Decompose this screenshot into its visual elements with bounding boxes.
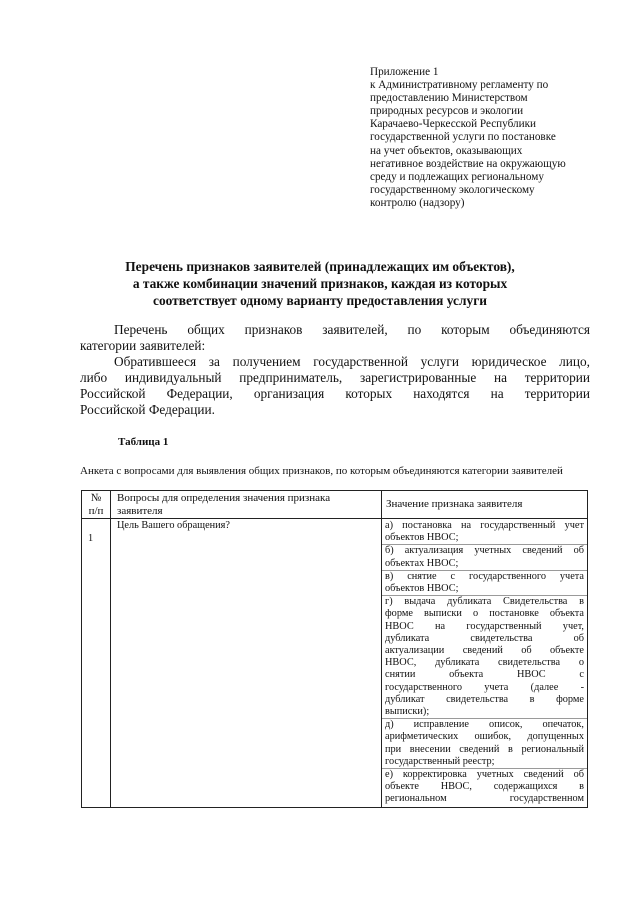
appendix-line: государственной услуги по постановке (370, 131, 556, 144)
title-line: а также комбинации значений признаков, каждая из которых (132, 276, 508, 291)
appendix-line: на учет объектов, оказывающих (370, 144, 523, 157)
answer-line: г) выдача дубликата Свидетельства в (385, 596, 584, 608)
paragraph-text: Российской Федерации, организация которых находятся на территории (80, 386, 590, 401)
answer-line: е) корректировка учетных сведений об (385, 769, 584, 781)
appendix-line: среду и подлежащих региональному (370, 170, 544, 183)
appendix-line: негативное воздействие на окружающую (370, 157, 566, 170)
table-caption: Анкета с вопросами для выявления общих признаков, по которым объединяются категории заявителей (80, 465, 563, 477)
answer-line: объекте НВОС, содержащихся в (385, 781, 584, 793)
header-num: № п/п (82, 491, 111, 519)
answer-line: а) постановка на государственный учет (385, 520, 584, 531)
appendix-line: Приложение 1 (370, 66, 439, 78)
answer-line: НВОС, дубликата свидетельства о (385, 657, 584, 669)
answer-line: государственный реестр; (385, 755, 495, 767)
answer-line: дубликата свидетельства об (385, 632, 584, 644)
paragraph-text: Обратившееся за получением государственной услуги юридическое лицо, (114, 354, 590, 369)
table-label: Таблица 1 (118, 436, 169, 448)
paragraph-applicant (80, 354, 590, 418)
answer-line: выписки); (385, 706, 430, 718)
answer-option (385, 571, 584, 595)
header-value: Значение признака заявителя (382, 491, 588, 519)
appendix-line: предоставлению Министерством (370, 92, 528, 105)
header-question: Вопросы для определения значения признака заявителя (111, 491, 382, 519)
answer-line: в) снятие с государственного учета (385, 570, 584, 582)
table-header-row (82, 491, 588, 519)
answer-line: б) актуализация учетных сведений об (385, 545, 584, 557)
appendix-line: природных ресурсов и экологии (370, 105, 524, 118)
appendix-line: к Административному регламенту по (370, 79, 549, 92)
answer-line: объектах НВОС; (385, 557, 459, 569)
paragraph-text: Перечень общих признаков заявителей, по которым объединяются (114, 322, 590, 337)
appendix-line: государственному экологическому (370, 183, 535, 196)
paragraph-text: категории заявителей: (80, 338, 206, 353)
answer-option (385, 596, 584, 718)
answer-line: снятии объекта НВОС с (385, 669, 584, 681)
title-line: соответствует одному варианту предоставления услуги (153, 293, 487, 308)
answer-option (385, 719, 584, 768)
answer-line: д) исправление описок, опечаток, (385, 719, 584, 731)
criteria-table (81, 490, 588, 808)
paragraph-common-criteria (80, 322, 590, 354)
appendix-block (370, 66, 600, 210)
answer-option (385, 545, 584, 569)
answer-line: объектов НВОС; (385, 532, 459, 544)
document-title (60, 258, 580, 309)
appendix-line: контролю (надзору) (370, 196, 465, 209)
title-line: Перечень признаков заявителей (принадлежащих им объектов), (125, 259, 515, 274)
answer-line: региональном государственном (385, 793, 584, 805)
row-question: Цель Вашего обращения? (111, 519, 382, 808)
answer-option (385, 769, 584, 806)
answer-line: актуализации сведений об объекте (385, 645, 584, 657)
appendix-line: Карачаево-Черкесской Республики (370, 118, 537, 131)
answer-line: государственного учета (далее - (385, 681, 584, 693)
paragraph-text: Российской Федерации. (80, 402, 215, 417)
row-answers (382, 519, 588, 808)
table-row (82, 519, 588, 808)
row-number: 1 (82, 519, 111, 808)
answer-line: НВОС на государственный учет, (385, 620, 584, 632)
paragraph-text: либо индивидуальный предприниматель, зарегистрированные на территории (80, 370, 590, 385)
answer-line: дубликат свидетельства в форме (385, 693, 584, 705)
answer-line: объектов НВОС; (385, 583, 459, 595)
answer-option (385, 520, 584, 544)
answer-line: арифметических ошибок, допущенных (385, 731, 584, 743)
answer-line: при внесении сведений в региональный (385, 743, 584, 755)
answer-line: форме выписки о постановке объекта (385, 608, 584, 620)
